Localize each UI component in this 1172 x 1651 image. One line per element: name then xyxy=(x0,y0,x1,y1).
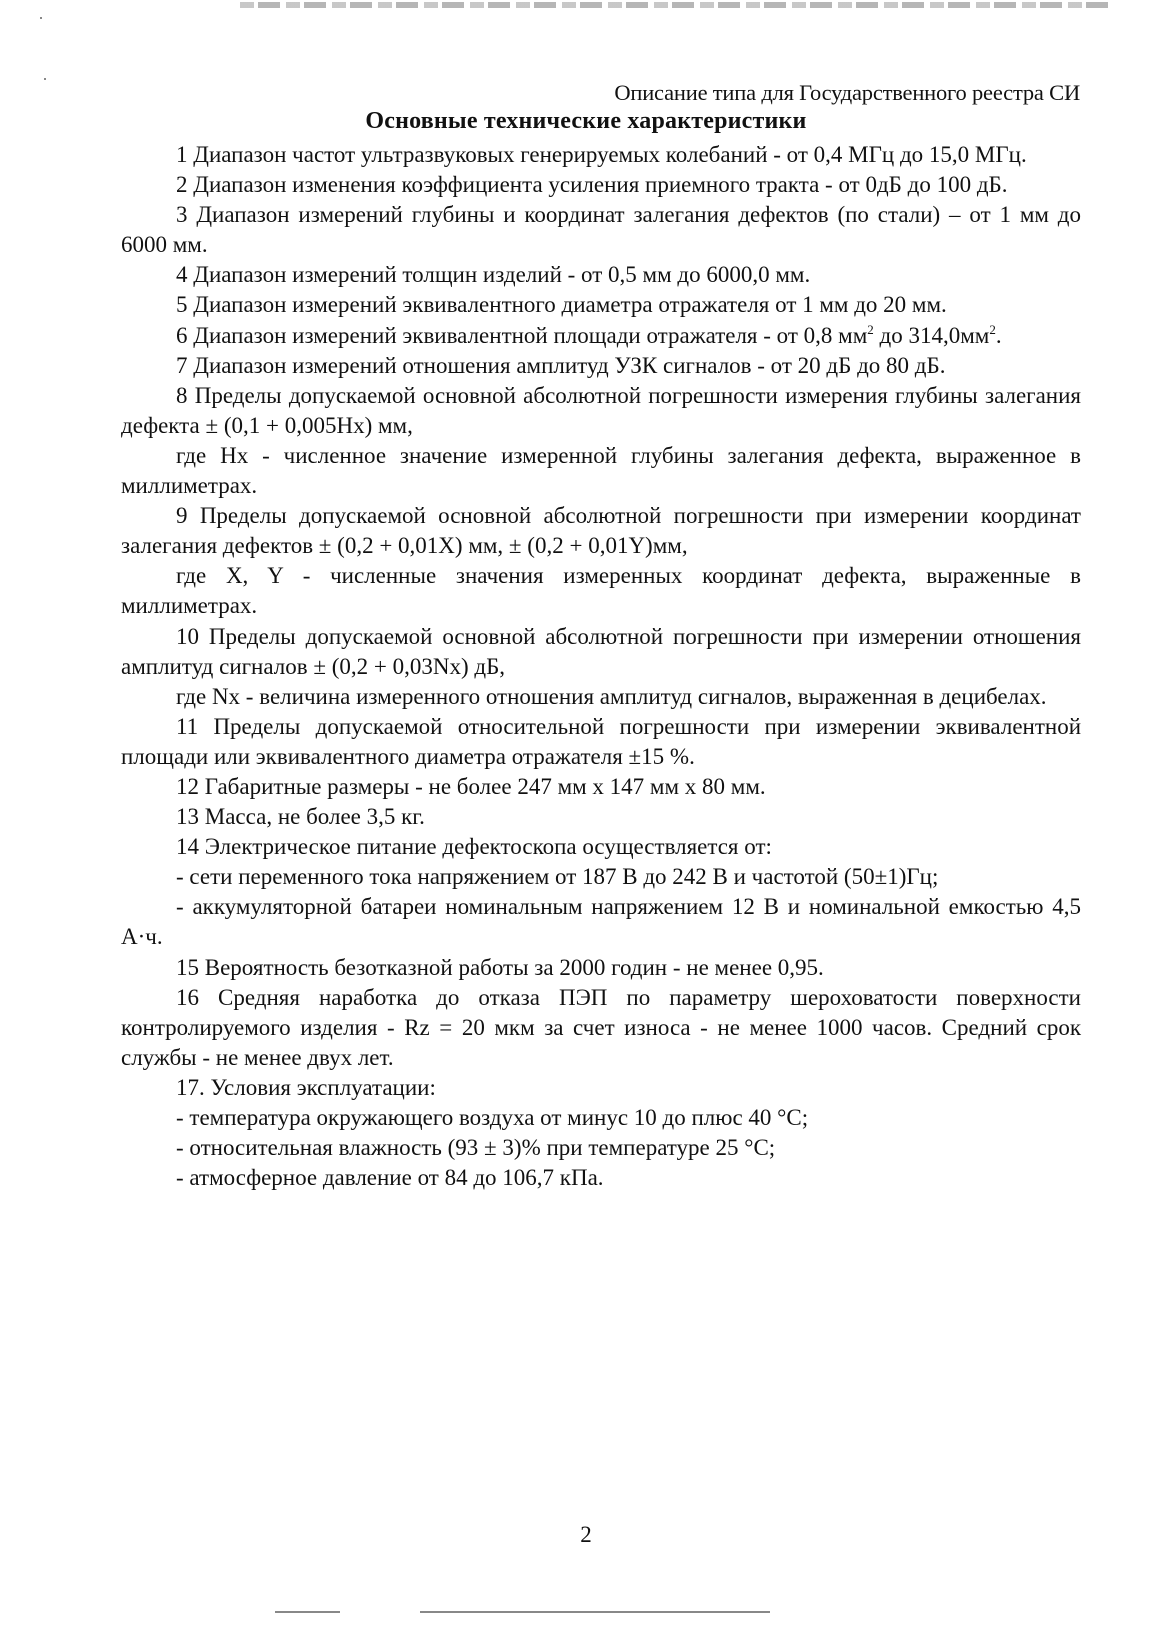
spec-item-17-pressure: - атмосферное давление от 84 до 106,7 кПа. xyxy=(176,1165,604,1191)
spec-item-17-humidity: - относительная влажность (93 ± 3)% при температуре 25 °С; xyxy=(176,1135,776,1161)
spec-item-14: 14 Электрическое питание дефектоскопа осуществляется от: xyxy=(176,834,772,860)
scan-artifact-bottom-line xyxy=(275,1611,340,1613)
scan-artifact-top-line xyxy=(240,2,1110,8)
spec-item-14-mains: - сети переменного тока напряжением от 187 В до 242 В и частотой (50±1)Гц; xyxy=(176,864,939,890)
spec-item-12: 12 Габаритные размеры - не более 247 мм х 147 мм х 80 мм. xyxy=(176,773,766,799)
spec-item-15: 15 Вероятность безотказной работы за 2000 годин - не менее 0,95. xyxy=(176,954,824,980)
spec-item-17: 17. Условия эксплуатации: xyxy=(176,1074,436,1100)
spec-item-16: 16 Средняя наработка до отказа ПЭП по параметру шероховатости поверхности контролируемого изделия - Rz = 20 мкм за счет износа - не менее 1000 часов. Средний срок службы - не менее двух лет. xyxy=(121,984,1081,1070)
spec-item-10-note: где Nx - величина измеренного отношения амплитуд сигналов, выраженная в децибелах. xyxy=(176,683,1047,709)
spec-item-6-part-b: до 314,0мм xyxy=(873,322,990,348)
spec-item-4: 4 Диапазон измерений толщин изделий - от 0,5 мм до 6000,0 мм. xyxy=(176,262,811,288)
spec-item-1: 1 Диапазон частот ультразвуковых генерируемых колебаний - от 0,4 МГц до 15,0 МГц. xyxy=(176,142,1027,167)
scan-speck xyxy=(44,78,46,80)
spec-item-9-note: где X, Y - численные значения измеренных координат дефекта, выраженные в миллиметрах. xyxy=(121,563,1081,619)
scan-speck xyxy=(40,17,42,19)
spec-item-7: 7 Диапазон измерений отношения амплитуд УЗК сигналов - от 20 дБ до 80 дБ. xyxy=(176,352,946,378)
spec-item-13: 13 Масса, не более 3,5 кг. xyxy=(176,804,425,830)
spec-item-8-note: где Hx - численное значение измеренной глубины залегания дефекта, выраженное в миллиметрах. xyxy=(121,442,1081,499)
superscript: 2 xyxy=(867,321,874,337)
spec-item-8: 8 Пределы допускаемой основной абсолютной погрешности измерения глубины залегания дефекта ± (0,1 + 0,005Hx) мм, xyxy=(121,382,1081,438)
spec-item-5: 5 Диапазон измерений эквивалентного диаметра отражателя от 1 мм до 20 мм. xyxy=(176,292,947,318)
spec-item-9: 9 Пределы допускаемой основной абсолютной погрешности при измерении координат залегания дефектов ± (0,2 + 0,01X) мм, ± (0,2 + 0,01Y)мм, xyxy=(121,503,1081,559)
spec-item-17-temperature: - температура окружающего воздуха от минус 10 до плюс 40 °С; xyxy=(176,1105,809,1130)
spec-item-3: 3 Диапазон измерений глубины и координат залегания дефектов (по стали) – от 1 мм до 6000 мм. xyxy=(121,202,1081,258)
spec-item-10: 10 Пределы допускаемой основной абсолютной погрешности при измерении отношения амплитуд сигналов ± (0,2 + 0,03Nx) дБ, xyxy=(121,623,1081,679)
spec-item-6-part-a: 6 Диапазон измерений эквивалентной площади отражателя - от 0,8 мм xyxy=(176,322,868,348)
superscript: 2 xyxy=(989,321,996,337)
registry-note: Описание типа для Государственного реестра СИ xyxy=(614,80,1080,105)
spec-item-2: 2 Диапазон изменения коэффициента усиления приемного тракта - от 0дБ до 100 дБ. xyxy=(176,172,1008,198)
spec-item-11: 11 Пределы допускаемой относительной погрешности при измерении эквивалентной площади или эквивалентного диаметра отражателя ±15 %. xyxy=(121,713,1081,769)
scan-artifact-bottom-line xyxy=(420,1611,770,1613)
spec-list xyxy=(121,140,1081,1193)
spec-item-6-part-c: . xyxy=(995,322,1002,348)
spec-item-6 xyxy=(121,321,1081,351)
spec-item-14-battery: - аккумуляторной батареи номинальным напряжением 12 В и номинальной емкостью 4,5 А·ч. xyxy=(121,894,1081,950)
page-number: 2 xyxy=(580,1522,592,1547)
page-title: Основные технические характеристики xyxy=(365,108,807,134)
